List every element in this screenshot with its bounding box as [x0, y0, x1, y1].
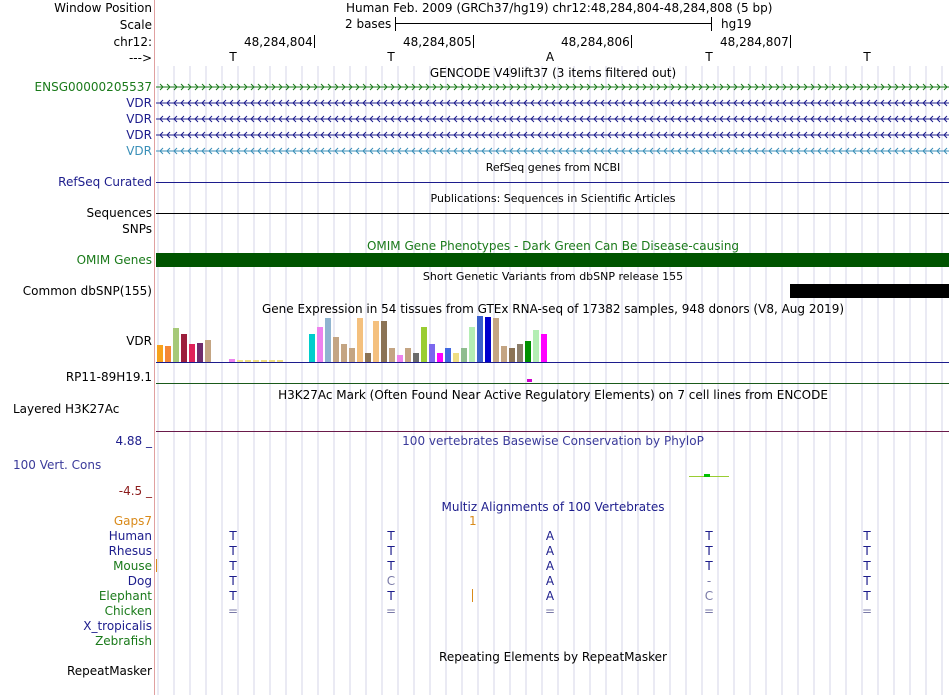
cons-max-value: 4.88 _ — [115, 434, 152, 448]
gtex-bar[interactable] — [469, 327, 475, 362]
gtex-bar[interactable] — [517, 344, 523, 362]
gtex-bar[interactable] — [541, 334, 547, 362]
alignment-base: A — [545, 559, 555, 573]
gtex-rp11-baseline — [156, 383, 949, 384]
scale-bar-left-tick — [395, 17, 396, 31]
base-letter: T — [229, 50, 237, 64]
gtex-bar[interactable] — [389, 348, 395, 362]
publications-title: Publications: Sequences in Scientific Articles — [430, 192, 676, 205]
gtex-bar[interactable] — [189, 344, 195, 362]
alignment-base: T — [863, 544, 871, 558]
cons-min-value: -4.5 _ — [118, 484, 152, 498]
species-label[interactable]: Zebrafish — [95, 634, 152, 648]
refseq-track-line[interactable] — [156, 182, 949, 183]
species-label[interactable]: X_tropicalis — [83, 619, 152, 633]
gtex-bar[interactable] — [373, 321, 379, 362]
alignment-base: T — [863, 529, 871, 543]
coordinate-label: 48,284,807 — [720, 35, 789, 49]
cons-label[interactable]: 100 Vert. Cons — [13, 458, 102, 472]
gtex-bar[interactable] — [485, 317, 491, 362]
chrom-label: chr12: — [113, 35, 152, 49]
gencode-item-label[interactable]: VDR — [126, 144, 152, 158]
gtex-bar[interactable] — [381, 321, 387, 362]
gencode-item-track[interactable] — [156, 80, 949, 94]
dbsnp-label[interactable]: Common dbSNP(155) — [22, 284, 152, 298]
gtex-bar[interactable] — [317, 327, 323, 362]
alignment-base: T — [705, 544, 713, 558]
alignment-base: T — [863, 589, 871, 603]
coordinate-tick — [473, 35, 474, 48]
species-label[interactable]: Dog — [127, 574, 152, 588]
alignment-base: = — [704, 604, 715, 618]
alignment-base: T — [229, 559, 237, 573]
gencode-item-label[interactable]: ENSG00000205537 — [34, 80, 152, 94]
gtex-bar[interactable] — [205, 340, 211, 362]
gaps-label[interactable]: Gaps7 — [113, 514, 152, 528]
gencode-item-label[interactable]: VDR — [126, 96, 152, 110]
elephant-insertion-mark — [472, 589, 473, 602]
gtex-bar[interactable] — [365, 353, 371, 362]
alignment-base: = — [862, 604, 873, 618]
gtex-rp11-mark — [527, 379, 532, 382]
alignment-base: C — [704, 589, 714, 603]
gtex-bar[interactable] — [437, 353, 443, 362]
alignment-base: T — [705, 529, 713, 543]
sequences-label[interactable]: Sequences — [86, 206, 152, 220]
alignment-base: C — [386, 574, 396, 588]
alignment-base: T — [229, 589, 237, 603]
sequences-track-line[interactable] — [156, 213, 949, 214]
gtex-bar[interactable] — [197, 343, 203, 362]
gaps-count: 1 — [469, 514, 477, 528]
gtex-bar[interactable] — [453, 353, 459, 362]
strand-arrow-label: ---> — [128, 51, 152, 65]
coordinate-label: 48,284,804 — [244, 35, 313, 49]
gtex-vdr-label[interactable]: VDR — [126, 334, 152, 348]
base-letter: T — [863, 50, 871, 64]
gtex-bar[interactable] — [325, 318, 331, 362]
alignment-base: A — [545, 589, 555, 603]
coordinate-tick — [631, 35, 632, 48]
gtex-bar[interactable] — [421, 327, 427, 362]
gtex-bar[interactable] — [429, 344, 435, 362]
species-label[interactable]: Rhesus — [108, 544, 152, 558]
base-letter: T — [705, 50, 713, 64]
h3k27-label[interactable]: Layered H3K27Ac — [13, 402, 120, 416]
alignment-base: = — [228, 604, 239, 618]
gencode-item-track[interactable] — [156, 128, 949, 142]
alignment-base: T — [229, 529, 237, 543]
repeat-title: Repeating Elements by RepeatMasker — [439, 650, 667, 664]
cons-signal-peak — [704, 474, 710, 477]
gencode-item-label[interactable]: VDR — [126, 112, 152, 126]
alignment-base: T — [863, 574, 871, 588]
gtex-bar[interactable] — [525, 341, 531, 362]
gtex-bar[interactable] — [493, 318, 499, 362]
alignment-base: - — [706, 574, 712, 588]
gtex-bar[interactable] — [333, 337, 339, 362]
alignment-base: T — [387, 589, 395, 603]
dbsnp-variant-bar[interactable] — [790, 284, 949, 298]
gtex-bar[interactable] — [341, 344, 347, 362]
gtex-bar[interactable] — [157, 345, 163, 362]
alignment-base: A — [545, 544, 555, 558]
alignment-base: T — [387, 544, 395, 558]
alignment-base: = — [545, 604, 556, 618]
gencode-item-track[interactable] — [156, 112, 949, 126]
label-divider — [154, 0, 155, 695]
coordinate-label: 48,284,805 — [403, 35, 472, 49]
scale-bar — [395, 23, 711, 24]
repeat-label[interactable]: RepeatMasker — [66, 664, 152, 678]
gtex-bar[interactable] — [461, 348, 467, 362]
omim-gene-bar[interactable] — [156, 253, 949, 267]
gtex-bar[interactable] — [509, 348, 515, 362]
gencode-item-track[interactable] — [156, 96, 949, 110]
gtex-rp11-label[interactable]: RP11-89H19.1 — [65, 370, 152, 384]
refseq-title: RefSeq genes from NCBI — [485, 161, 621, 174]
alignment-base: T — [229, 574, 237, 588]
base-letter: A — [545, 50, 555, 64]
window-position-label: Window Position — [54, 1, 152, 15]
gtex-vdr-baseline — [156, 362, 949, 363]
alignment-base: T — [705, 559, 713, 573]
alignment-base: T — [387, 559, 395, 573]
mouse-insertion-mark — [156, 559, 157, 572]
gtex-bar[interactable] — [445, 348, 451, 362]
gtex-bar[interactable] — [181, 334, 187, 362]
base-letter: T — [387, 50, 395, 64]
snps-label[interactable]: SNPs — [122, 222, 152, 236]
scale-bar-right-tick — [711, 17, 712, 31]
omim-label[interactable]: OMIM Genes — [76, 253, 152, 267]
scale-label: Scale — [119, 18, 152, 32]
cons-title: 100 vertebrates Basewise Conservation by PhyloP — [402, 434, 704, 448]
gtex-bar[interactable] — [165, 346, 171, 362]
alignment-base: T — [863, 559, 871, 573]
alignment-base: = — [386, 604, 397, 618]
gtex-bar[interactable] — [405, 348, 411, 362]
coordinate-tick — [790, 35, 791, 48]
multiz-title: Multiz Alignments of 100 Vertebrates — [441, 500, 665, 514]
alignment-base: A — [545, 574, 555, 588]
alignment-base: A — [545, 529, 555, 543]
gtex-bar[interactable] — [349, 348, 355, 362]
coordinate-tick — [314, 35, 315, 48]
h3k27-title: H3K27Ac Mark (Often Found Near Active Regulatory Elements) on 7 cell lines from ENCODE — [278, 388, 828, 402]
alignment-base: T — [229, 544, 237, 558]
gtex-bar[interactable] — [533, 330, 539, 362]
gtex-bar[interactable] — [173, 328, 179, 362]
gtex-bar[interactable] — [309, 334, 315, 362]
gtex-bar[interactable] — [477, 316, 483, 362]
scale-left-text: 2 bases — [345, 17, 392, 31]
gencode-title: GENCODE V49lift37 (3 items filtered out) — [429, 66, 677, 80]
h3k27-baseline — [156, 431, 949, 432]
gtex-bar[interactable] — [357, 318, 363, 362]
window-position-value: Human Feb. 2009 (GRCh37/hg19) chr12:48,284,804-48,284,808 (5 bp) — [346, 1, 773, 15]
omim-title: OMIM Gene Phenotypes - Dark Green Can Be Disease-causing — [366, 239, 740, 253]
species-label[interactable]: Human — [108, 529, 152, 543]
gencode-item-track[interactable] — [156, 144, 949, 158]
dbsnp-title: Short Genetic Variants from dbSNP release 155 — [422, 270, 684, 283]
gtex-bar[interactable] — [501, 346, 507, 362]
gencode-item-label[interactable]: VDR — [126, 128, 152, 142]
gtex-title: Gene Expression in 54 tissues from GTEx RNA-seq of 17382 samples, 948 donors (V8, Aug 2019) — [261, 302, 845, 316]
refseq-label[interactable]: RefSeq Curated — [58, 175, 152, 189]
species-label[interactable]: Mouse — [113, 559, 152, 573]
scale-right-text: hg19 — [721, 17, 752, 31]
species-label[interactable]: Elephant — [98, 589, 152, 603]
coordinate-label: 48,284,806 — [561, 35, 630, 49]
species-label[interactable]: Chicken — [104, 604, 152, 618]
gtex-bar[interactable] — [397, 355, 403, 362]
alignment-base: T — [387, 529, 395, 543]
gtex-bar[interactable] — [413, 353, 419, 362]
